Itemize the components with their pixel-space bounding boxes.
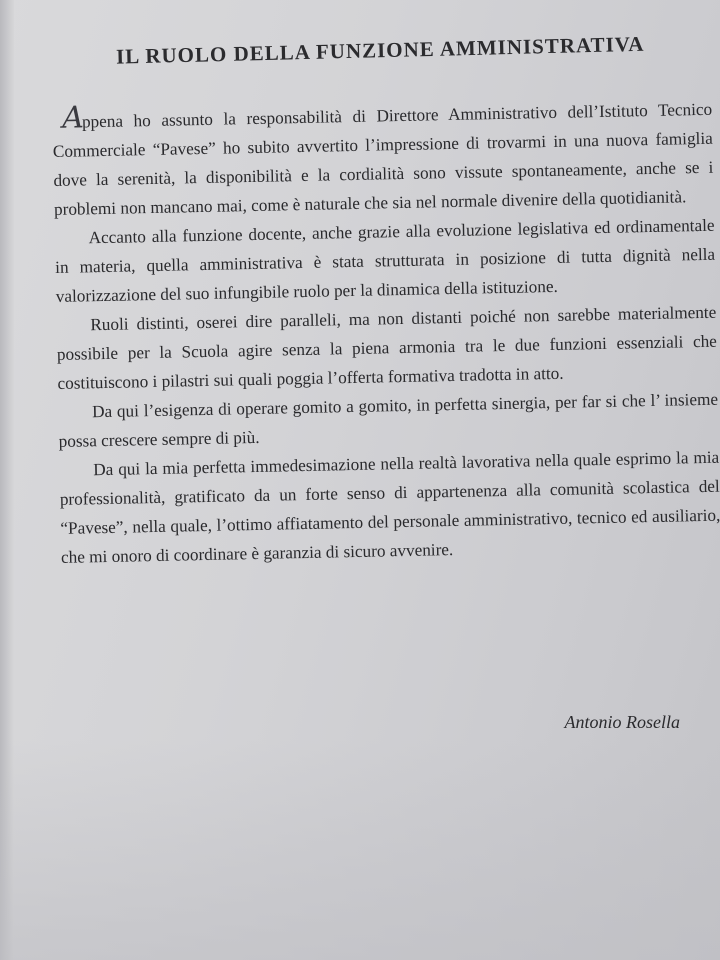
- paragraph-4: Da qui l’esigenza di operare gomito a gomito, in perfetta sinergia, per far si che l’ insieme possa crescere sempre di più.: [58, 389, 719, 451]
- article-body: [52, 95, 720, 572]
- paragraph-1: [52, 95, 714, 224]
- paragraph-3: Ruoli distinti, oserei dire paralleli, ma non distanti poiché non sarebbe materialmente possibile per la Scuola agire senza la piena armonia tra le due funzioni essenziali che costituiscono i pilastri sui quali poggia l’offerta formativa tradotta in atto.: [56, 302, 718, 393]
- paragraph-1-text: ppena ho assunto la responsabilità di Direttore Amministrativo dell’Istituto Tecnico Commerciale “Pavese” ho subito avvertito l’impressione di trovarmi in una nuova famiglia dove la serenità, la disponibilità e la cordialità sono vissute spontaneamente, anche se i problemi non mancano mai, come è naturale che sia nel normale divenire della quotidianità.: [52, 99, 714, 219]
- author-signature: Antonio Rosella: [564, 712, 680, 732]
- paragraph-5: Da qui la mia perfetta immedesimazione nella realtà lavorativa nella quale esprimo la mia professionalità, gratificato da un forte senso di appartenenza alla comunità scolastica del “Pavese”, nella quale, l’ottimo affiatamento del personale amministrativo, tecnico ed ausiliario, che mi onoro di coordinare è garanzia di sicuro avvenire.: [59, 447, 720, 567]
- page-title: IL RUOLO DELLA FUNZIONE AMMINISTRATIVA: [115, 31, 645, 69]
- drop-cap: A: [61, 100, 81, 136]
- paragraph-2: Accanto alla funzione docente, anche grazie alla evoluzione legislativa ed ordinamentale in materia, quella amministrativa è stata strutturata in posizione di tutta dignità nella valorizzazione del suo infungibile ruolo per la dinamica della istituzione.: [55, 215, 716, 306]
- page-shadow: [0, 740, 720, 960]
